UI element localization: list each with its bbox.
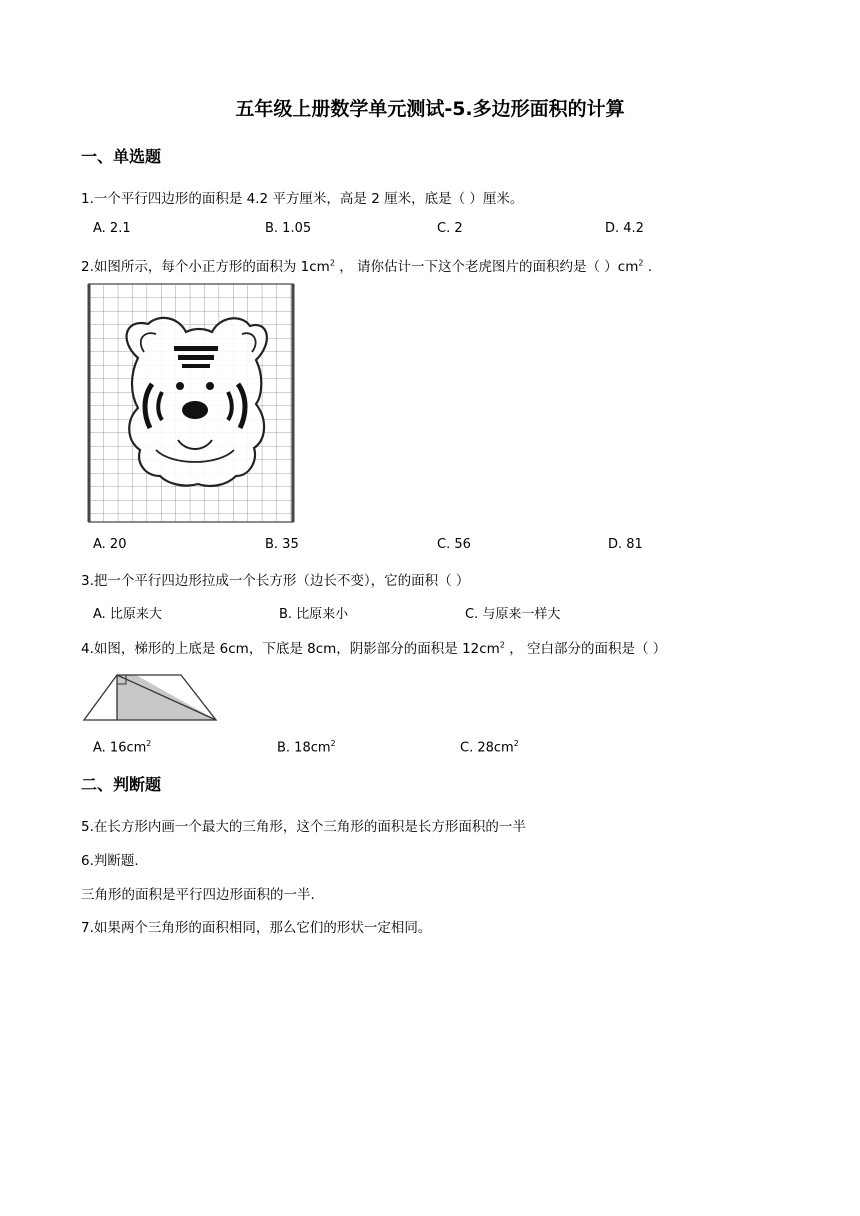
q4-option-c[interactable]: C. $28cm^2$ <box>460 739 519 756</box>
q2-text-part-a: 2.如图所示，每个小正方形的面积为 1cm <box>81 259 330 275</box>
q4-text-part-a: 4.如图，梯形的上底是 6cm，下底是 8cm，阴影部分的面积是 12cm <box>81 641 500 657</box>
q2-option-a[interactable]: A. 20 <box>93 537 127 552</box>
q2-superscript-a: 2 <box>329 258 335 268</box>
q2-option-b[interactable]: B. 35 <box>265 537 299 552</box>
q4-option-a[interactable]: A. $16cm^2$ <box>93 739 152 756</box>
q4-option-b[interactable]: B. $18cm^2$ <box>277 739 336 756</box>
tiger-grid-figure <box>86 280 296 525</box>
question-4-text <box>81 637 666 657</box>
q1-option-c[interactable]: C. 2 <box>437 221 463 236</box>
question-2-text <box>81 255 652 275</box>
question-6-statement: 三角形的面积是平行四边形面积的一半. <box>81 887 315 903</box>
q3-option-a[interactable]: A. 比原来大 <box>93 607 162 622</box>
question-3-text: 3.把一个平行四边形拉成一个长方形（边长不变），它的面积（ ） <box>81 573 470 589</box>
section-heading-single-choice: 一、单选题 <box>81 147 162 166</box>
q3-option-b[interactable]: B. 比原来小 <box>279 607 349 622</box>
q3-option-c[interactable]: C. 与原来一样大 <box>465 607 561 622</box>
q1-option-d[interactable]: D. 4.2 <box>605 221 644 236</box>
q2-text-part-b: ， 请你估计一下这个老虎图片的面积约是（ ）cm <box>334 259 639 275</box>
q2-option-c[interactable]: C. 56 <box>437 537 471 552</box>
section-heading-true-false: 二、判断题 <box>81 775 162 794</box>
tiger-outline <box>127 318 267 486</box>
q2-text-part-c: . <box>643 259 653 275</box>
question-6-text: 6.判断题. <box>81 853 139 869</box>
question-1-text: 1.一个平行四边形的面积是 4.2 平方厘米，高是 2 厘米，底是（ ）厘米。 <box>81 191 524 207</box>
q1-option-b[interactable]: B. 1.05 <box>265 221 312 236</box>
question-5-text: 5.在长方形内画一个最大的三角形，这个三角形的面积是长方形面积的一半 <box>81 819 526 835</box>
q4-text-part-b: ， 空白部分的面积是（ ） <box>504 641 667 657</box>
q1-option-a[interactable]: A. 2.1 <box>93 221 131 236</box>
q2-option-d[interactable]: D. 81 <box>608 537 643 552</box>
q4-superscript-a: 2 <box>499 640 505 650</box>
trapezoid-figure <box>80 670 220 726</box>
question-7-text: 7.如果两个三角形的面积相同，那么它们的形状一定相同。 <box>81 920 432 936</box>
page-title: 五年级上册数学单元测试-5.多边形面积的计算 <box>235 98 625 120</box>
q2-superscript-b: 2 <box>638 258 644 268</box>
